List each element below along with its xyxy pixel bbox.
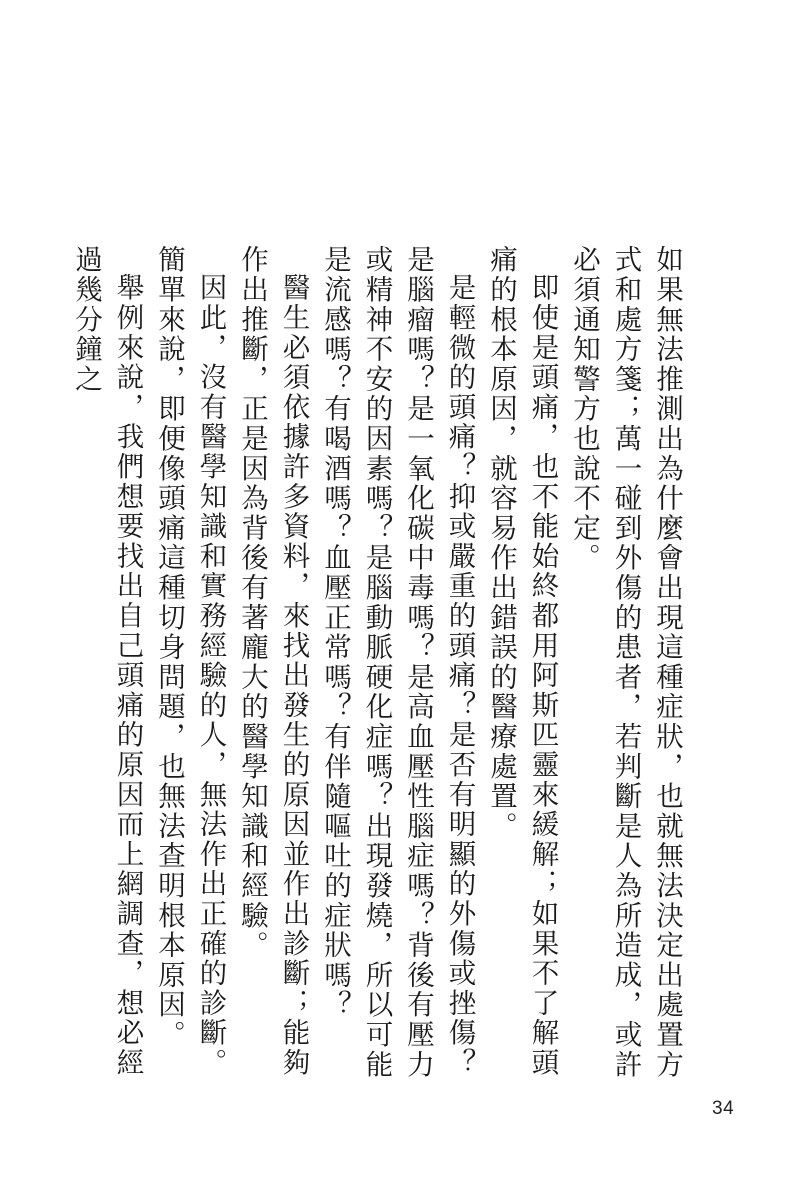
paragraph-1: 如果無法推測出為什麼會出現這種症狀，也就無法決定出處置方式和處方箋；萬一碰到外傷的患者，若判斷是人為所造成，或許必須通知警方也說不定。 <box>568 245 683 1080</box>
paragraph-5: 因此，沒有醫學知識和實務經驗的人，無法作出正確的診斷。簡單來說，即便像頭痛這種切身問題，也無法查明根本原因。 <box>153 245 227 1078</box>
body-text <box>70 245 687 1095</box>
paragraph-2: 即使是頭痛，也不能始終都用阿斯匹靈來緩解；如果不了解頭痛的根本原因，就容易作出錯誤的醫療處置。 <box>485 245 559 1078</box>
paragraph-3: 是輕微的頭痛？抑或嚴重的頭痛？是否有明顯的外傷或挫傷？是腦瘤嗎？是一氧化碳中毒嗎？是高血壓性腦症嗎？背後有壓力或精神不安的因素嗎？是腦動脈硬化症嗎？出現發燒，所以可能是流感嗎？有喝酒嗎？血壓正常嗎？有伴隨嘔吐的症狀嗎？ <box>319 245 476 1080</box>
paragraph-4: 醫生必須依據許多資料，來找出發生的原因並作出診斷；能夠作出推斷，正是因為背後有著龐大的醫學知識和經驗。 <box>236 245 310 1078</box>
paragraph-6: 舉例來說，我們想要找出自己頭痛的原因而上網調查，想必經過幾分鐘之 <box>70 245 144 1078</box>
page-number: 34 <box>712 1098 735 1119</box>
